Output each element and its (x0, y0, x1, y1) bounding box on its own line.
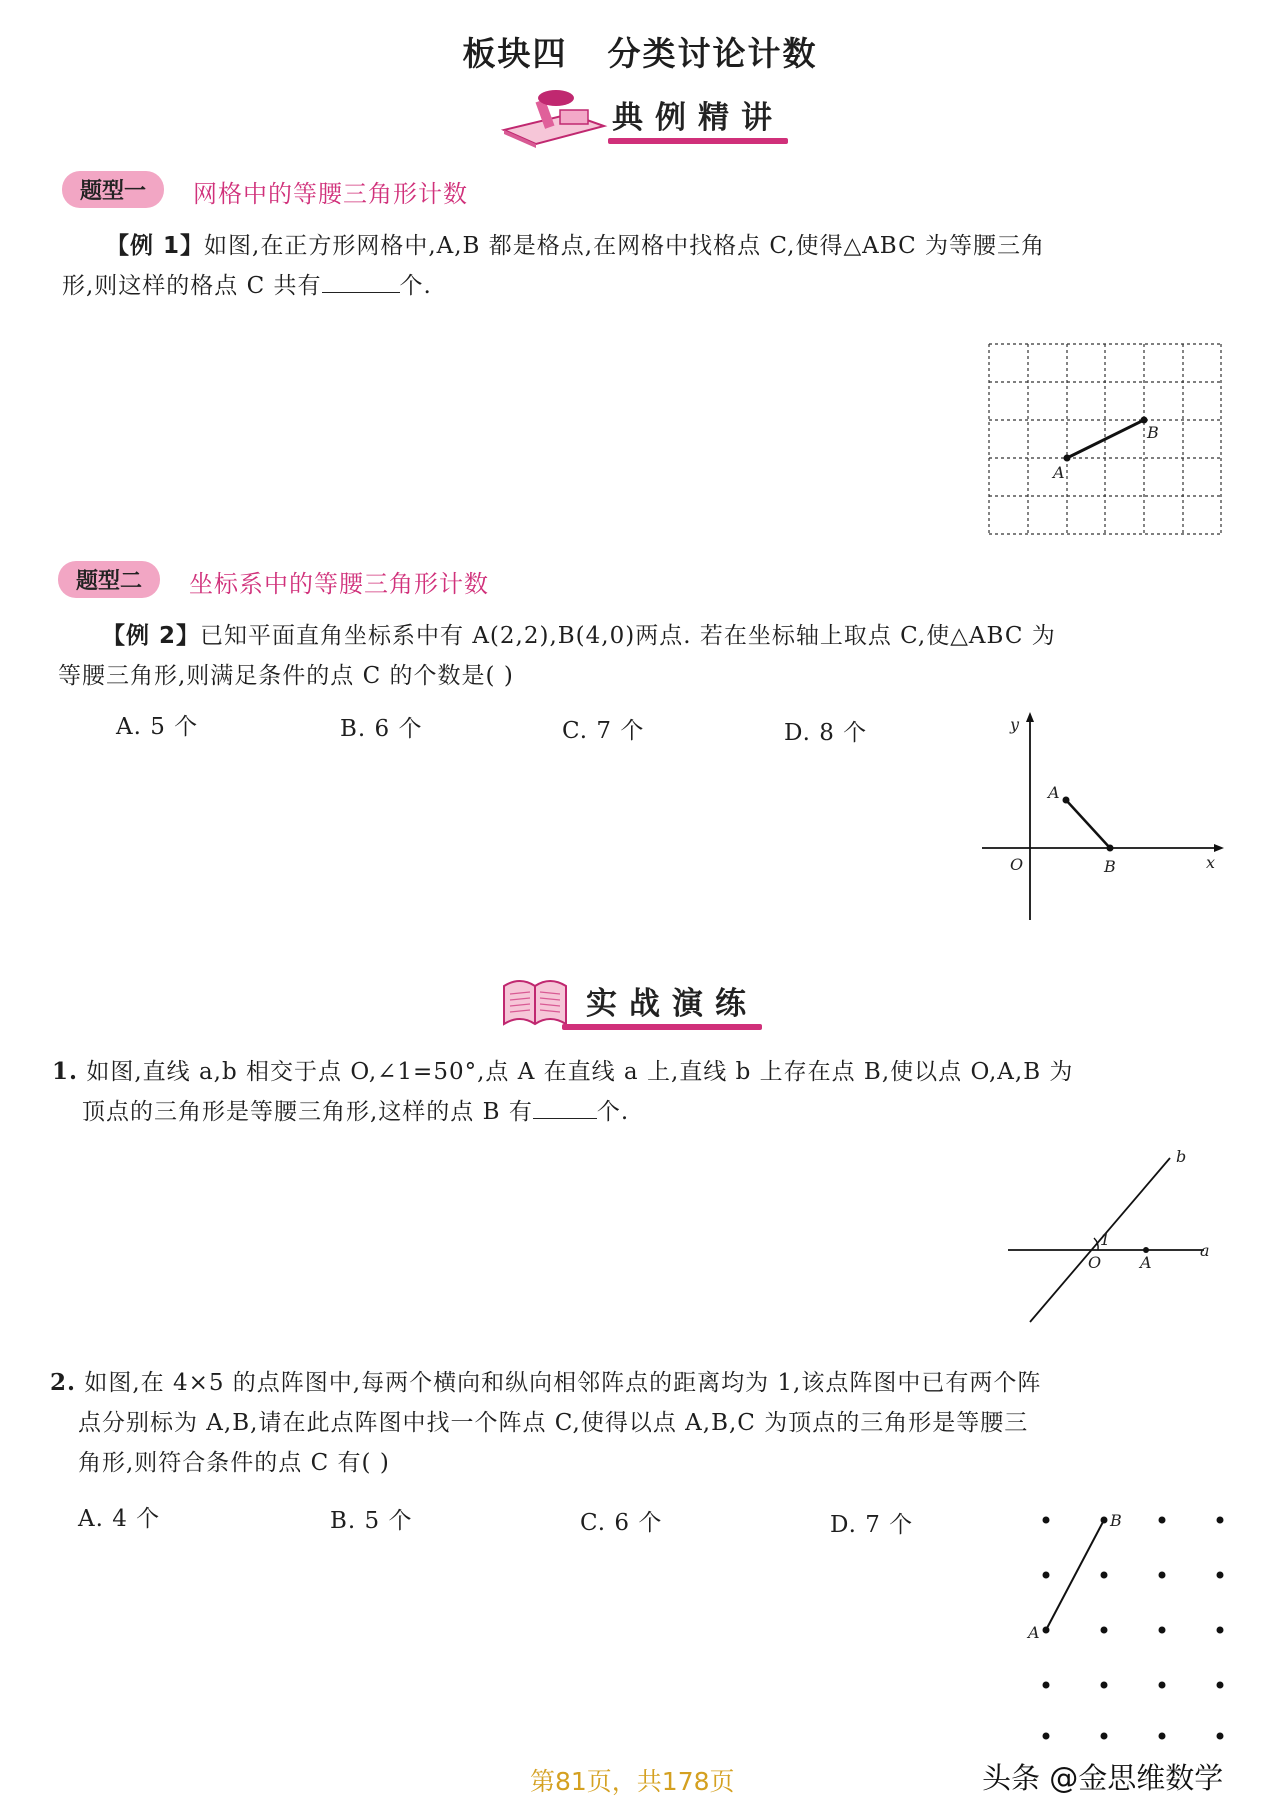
type1-title: 网格中的等腰三角形计数 (193, 180, 468, 208)
section2-underline (562, 1024, 762, 1030)
origin-label: O (1010, 855, 1024, 874)
page-title (0, 28, 1280, 75)
section1-banner (500, 86, 800, 156)
label-b: B (1147, 423, 1159, 442)
question1-line2a: 顶点的三角形是等腰三角形,这样的点 B 有 (82, 1099, 533, 1125)
question1 (52, 1052, 1252, 1132)
question1-line2b: 个. (596, 1099, 630, 1125)
question2-line2: 点分别标为 A,B,请在此点阵图中找一个阵点 C,使得以点 A,B,C 为顶点的三角形是等腰三 (78, 1410, 1029, 1436)
example1-line2a: 形,则这样的格点 C 共有 (62, 273, 322, 299)
type1-tag: 题型一 (62, 171, 164, 208)
question2-option-a[interactable]: A. 4 个 (78, 1506, 161, 1532)
question2-option-b[interactable]: B. 5 个 (330, 1508, 413, 1534)
type2-title: 坐标系中的等腰三角形计数 (189, 570, 489, 598)
point-a-label: A (1140, 1253, 1152, 1272)
example2-label: 【例 2】 (102, 623, 201, 649)
question2-dot-lattice-figure (1020, 1500, 1240, 1740)
y-axis-arrow (1026, 712, 1034, 722)
section1-heading: 典例精讲 (612, 100, 784, 136)
line-b-label: b (1176, 1150, 1187, 1166)
x-axis-label: x (1206, 853, 1216, 872)
example2 (58, 616, 1248, 696)
y-axis-label: y (1010, 715, 1020, 734)
label-a: A (1048, 783, 1060, 802)
segment-ab (1046, 1520, 1104, 1630)
example2-option-c[interactable]: C. 7 个 (562, 718, 645, 744)
question2-line1: 如图,在 4×5 的点阵图中,每两个横向和纵向相邻阵点的距离均为 1,该点阵图中已有两个阵 (84, 1370, 1042, 1396)
label-a: A (1053, 463, 1065, 482)
example2-line1: 已知平面直角坐标系中有 A(2,2),B(4,0)两点. 若在坐标轴上取点 C,使△ABC 为 (200, 623, 1056, 649)
question1-line1: 如图,直线 a,b 相交于点 O,∠1=50°,点 A 在直线 a 上,直线 b 上存在点 B,使以点 O,A,B 为 (86, 1059, 1074, 1085)
example1-line1: 如图,在正方形网格中,A,B 都是格点,在网格中找格点 C,使得△ABC 为等腰三角 (204, 233, 1046, 259)
example2-option-d[interactable]: D. 8 个 (784, 720, 868, 746)
question1-number: 1. (52, 1058, 79, 1085)
title-part1: 板块四 (462, 34, 568, 73)
point-a (1063, 797, 1070, 804)
question2-number: 2. (50, 1369, 77, 1396)
example1-answer-blank[interactable] (322, 272, 400, 293)
lattice-dots (1043, 1517, 1224, 1740)
watermark: 头条 @金思维数学 (982, 1761, 1224, 1795)
section1-underline (608, 138, 788, 144)
example2-axes-figure (980, 708, 1230, 928)
example2-option-b[interactable]: B. 6 个 (340, 716, 423, 742)
section2-heading: 实战演练 (586, 986, 758, 1022)
origin-label: O (1088, 1253, 1102, 1272)
page-number-footer: 第81页，共178页 (530, 1767, 735, 1796)
label-b: B (1104, 857, 1116, 876)
open-book-icon (500, 974, 570, 1030)
example1 (62, 226, 1242, 306)
example2-option-a[interactable]: A. 5 个 (116, 714, 199, 740)
x-axis-arrow (1214, 844, 1224, 852)
label-b: B (1110, 1511, 1122, 1530)
question2-line3: 角形,则符合条件的点 C 有( ) (78, 1450, 390, 1476)
question2 (50, 1363, 1250, 1483)
question2-option-c[interactable]: C. 6 个 (580, 1510, 663, 1536)
question1-answer-blank[interactable] (533, 1098, 597, 1119)
angle-label: 1 (1100, 1230, 1111, 1249)
label-a: A (1028, 1623, 1040, 1642)
question2-option-d[interactable]: D. 7 个 (830, 1512, 914, 1538)
example2-line2: 等腰三角形,则满足条件的点 C 的个数是( ) (58, 663, 514, 689)
example1-line2b: 个. (399, 273, 432, 299)
example1-label: 【例 1】 (106, 233, 205, 259)
point-b (1107, 845, 1114, 852)
segment-ab (1066, 800, 1110, 848)
desk-lamp-icon (500, 86, 610, 148)
section2-banner (500, 974, 800, 1040)
question1-lines-figure (1000, 1150, 1230, 1330)
type2-tag: 题型二 (58, 561, 160, 598)
example1-grid-figure (985, 340, 1225, 540)
point-a (1064, 455, 1071, 462)
title-part2: 分类讨论计数 (607, 34, 818, 73)
line-a-label: a (1200, 1241, 1210, 1260)
